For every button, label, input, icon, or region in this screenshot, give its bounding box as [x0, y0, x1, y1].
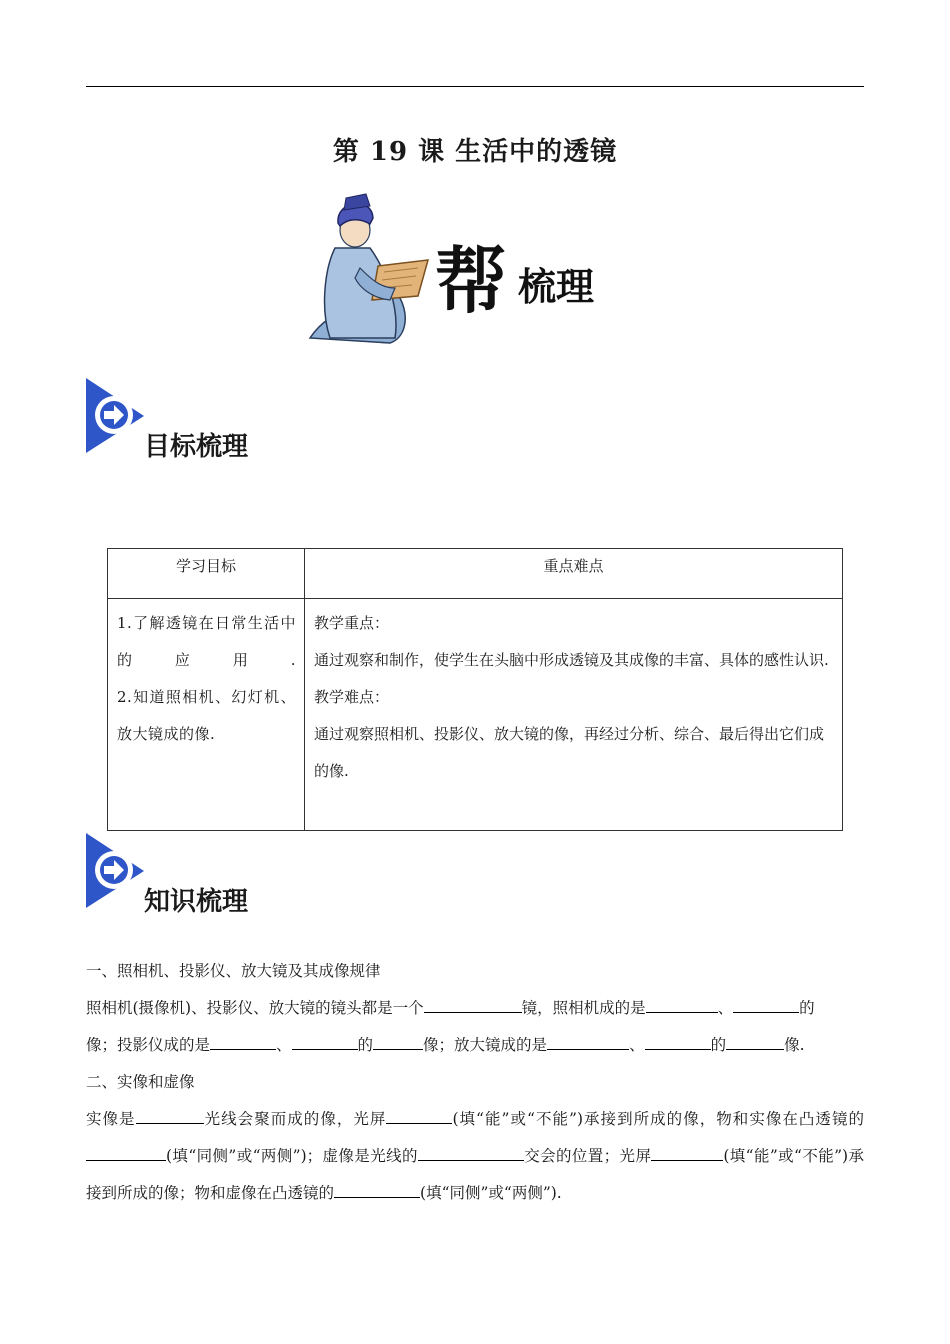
page-title: 第 19 课 生活中的透镜: [332, 137, 618, 167]
text-segment: 像.: [784, 1036, 805, 1054]
fill-blank[interactable]: [373, 1031, 423, 1050]
table-header-goals: 学习目标: [108, 549, 305, 599]
scholar-reading-illustration: [300, 188, 630, 348]
text-segment: 、: [629, 1036, 645, 1054]
text-segment: 像；放大镜成的是: [423, 1036, 548, 1054]
text-segment: (填“能”或“不能”)承接到所成的像，物和实像在凸透镜的: [452, 1110, 864, 1128]
fill-blank[interactable]: [386, 1105, 452, 1124]
text-segment: (填“能”或“不能”)承接到所成的像；物和虚像在凸透镜的: [86, 1147, 864, 1202]
banner-big-char: 帮: [435, 238, 508, 323]
section-label-knowledge: 知识梳理: [144, 887, 249, 917]
text-segment: 照相机(摄像机)、投影仪、放大镜的镜头都是一个: [86, 999, 424, 1017]
arrow-right-icon: [86, 833, 146, 913]
goal-item: 2.知道照相机、幻灯机、放大镜成的像.: [117, 688, 296, 743]
heading-camera-projector-magnifier: 一、照相机、投影仪、放大镜及其成像规律: [86, 962, 381, 980]
text-segment: 交会的位置；光屏: [523, 1147, 652, 1165]
section-label-goals: 目标梳理: [144, 432, 249, 462]
text-segment: 光线会聚而成的像，光屏: [203, 1110, 387, 1128]
fill-blank[interactable]: [646, 994, 718, 1013]
fill-blank[interactable]: [651, 1142, 723, 1161]
paragraph-real-virtual: [86, 1101, 864, 1212]
text-segment: 、: [276, 1036, 292, 1054]
goal-item: 1.了解透镜在日常生活中的应用.: [117, 614, 296, 669]
header-rule: [86, 86, 864, 87]
fill-blank[interactable]: [292, 1031, 358, 1050]
difficulty-text: 通过观察照相机、投影仪、放大镜的像，再经过分析、综合、最后得出它们成的像.: [314, 725, 825, 780]
fill-blank[interactable]: [210, 1031, 276, 1050]
key-text: 通过观察和制作，使学生在头脑中形成透镜及其成像的丰富、具体的感性认识.: [314, 651, 829, 669]
heading-real-virtual-image: 二、实像和虚像: [86, 1073, 195, 1091]
text-segment: 的: [710, 1036, 727, 1054]
fill-blank[interactable]: [733, 994, 799, 1013]
text-segment: (填“同侧”或“两侧”).: [420, 1184, 562, 1202]
goals-table: [107, 548, 843, 831]
fill-blank[interactable]: [424, 994, 522, 1013]
paragraph-lens-imaging: [86, 990, 864, 1064]
fill-blank[interactable]: [86, 1142, 166, 1161]
arrow-right-icon: [86, 378, 146, 458]
key-label: 教学重点：: [314, 614, 390, 632]
text-segment: 像；投影仪成的是: [86, 1036, 211, 1054]
banner-small-chars: 梳理: [518, 264, 595, 309]
section-head-goals: [86, 378, 586, 462]
banner-illustration: [300, 188, 630, 348]
table-header-key-points: 重点难点: [305, 549, 843, 599]
fill-blank[interactable]: [645, 1031, 711, 1050]
fill-blank[interactable]: [547, 1031, 629, 1050]
text-segment: 实像是: [86, 1110, 136, 1128]
text-segment: 的: [357, 1036, 374, 1054]
fill-blank[interactable]: [334, 1179, 420, 1198]
section-head-knowledge: [86, 833, 586, 917]
text-segment: (填“同侧”或“两侧”)；虚像是光线的: [166, 1147, 418, 1165]
difficulty-label: 教学难点：: [314, 688, 390, 706]
knowledge-content: [86, 953, 864, 1212]
text-segment: 、: [717, 999, 734, 1017]
goals-cell: [108, 599, 305, 831]
fill-blank[interactable]: [726, 1031, 784, 1050]
text-segment: 的: [799, 999, 815, 1017]
text-segment: 镜，照相机成的是: [521, 999, 646, 1017]
fill-blank[interactable]: [136, 1105, 204, 1124]
fill-blank[interactable]: [418, 1142, 524, 1161]
key-points-cell: [305, 599, 843, 831]
